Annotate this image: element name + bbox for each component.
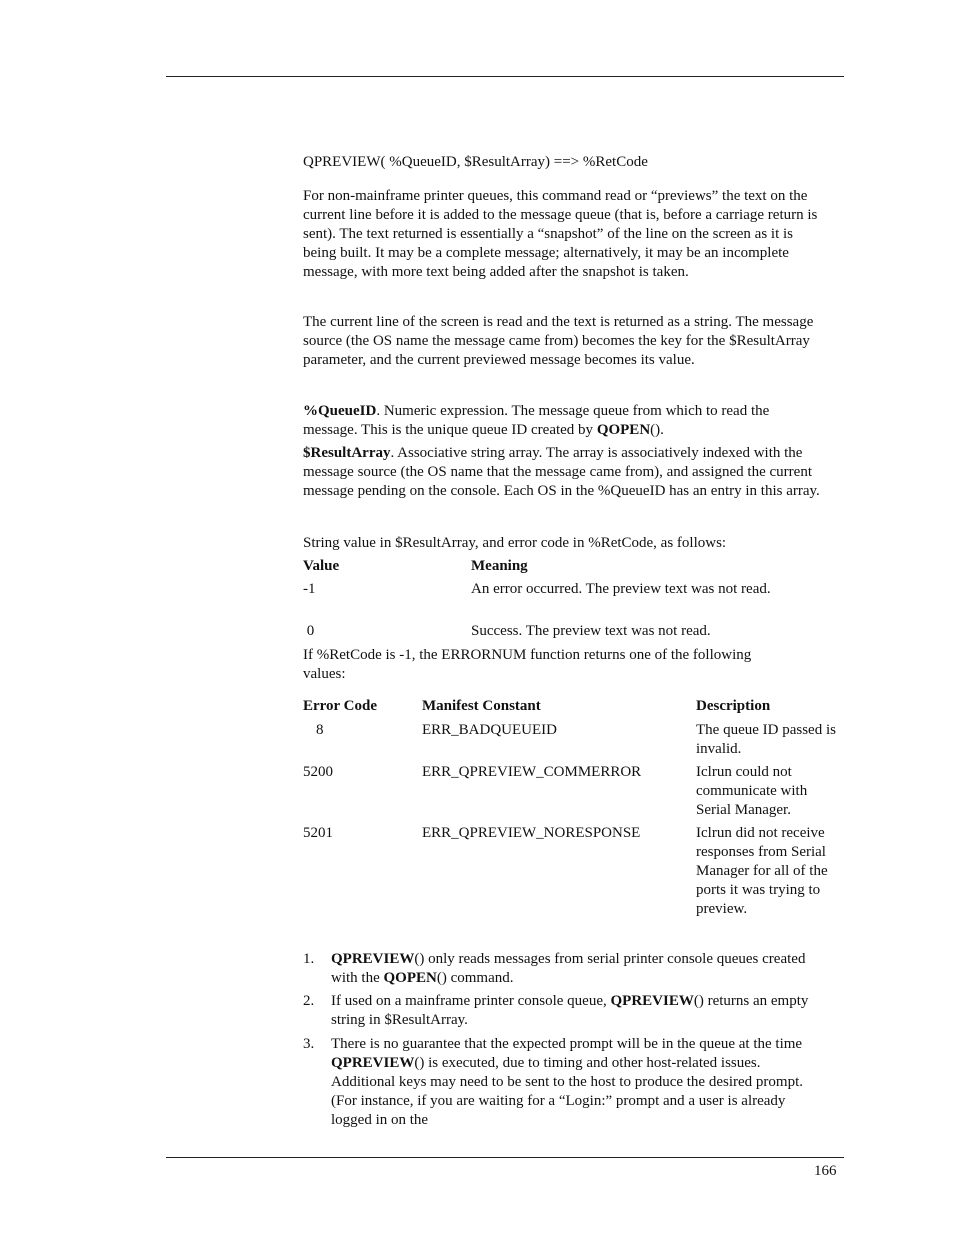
note-number: 1. bbox=[303, 951, 315, 967]
param-queueid-ref: QOPEN bbox=[596, 422, 651, 438]
param-resultarray-name: $ResultArray bbox=[303, 445, 391, 461]
param-queueid-name: %QueueID bbox=[303, 403, 377, 419]
errors-header-constant: Manifest Constant bbox=[422, 698, 541, 714]
error-description: The queue ID passed is invalid. bbox=[696, 722, 836, 757]
error-description: Iclrun could not communicate with Serial Manager. bbox=[696, 764, 808, 818]
note-text: () command. bbox=[436, 970, 514, 986]
note-item bbox=[331, 992, 823, 1030]
returns-row-value: 0 bbox=[303, 623, 315, 639]
note-item bbox=[331, 950, 823, 988]
note-keyword: QPREVIEW bbox=[610, 993, 694, 1009]
note-text: There is no guarantee that the expected prompt will be in the queue at the time bbox=[331, 1036, 803, 1052]
description-paragraph-1: For non-mainframe printer queues, this command read or “previews” the text on the current line before it is added to the message queue (that is, before a carriage return is sent). The text returned is essentially a “snapshot” of the line on the screen as it is being built. It may be a complete message; alternatively, it may be an incomplete message, with more text being added after the snapshot is taken. bbox=[303, 188, 818, 280]
error-code: 5201 bbox=[303, 825, 333, 841]
note-number: 3. bbox=[303, 1036, 315, 1052]
note-keyword: QPREVIEW bbox=[331, 1055, 415, 1071]
note-keyword: QOPEN bbox=[383, 970, 437, 986]
returns-row-meaning: Success. The preview text was not read. bbox=[471, 623, 711, 639]
returns-row-value: -1 bbox=[303, 581, 316, 597]
returns-header-meaning: Meaning bbox=[471, 558, 528, 574]
error-code: 8 bbox=[316, 722, 324, 738]
error-description: Iclrun did not receive responses from Serial Manager for all of the ports it was trying to preview. bbox=[696, 825, 828, 917]
param-queueid-text: . Numeric expression. The message queue from which to read the message. This is the unique queue ID created by bbox=[303, 403, 770, 438]
note-text: () is executed, due to timing and other host-related issues. Additional keys may need to be sent to the host to produce the desired prompt. (For instance, if you are waiting for a “Login:” prompt and a user is already logged in on the bbox=[331, 1055, 803, 1128]
returns-intro: String value in $ResultArray, and error code in %RetCode, as follows: bbox=[303, 535, 727, 551]
error-code: 5200 bbox=[303, 764, 333, 780]
description-paragraph-2: The current line of the screen is read and the text is returned as a string. The message source (the OS name the message came from) becomes the key for the $ResultArray parameter, and the current previewed message becomes its value. bbox=[303, 314, 814, 368]
note-keyword: QPREVIEW bbox=[331, 951, 415, 967]
footer-rule bbox=[166, 1157, 844, 1158]
returns-header-value: Value bbox=[303, 558, 340, 574]
errors-header-code: Error Code bbox=[303, 698, 378, 714]
note-text: () returns an empty string in $ResultArray. bbox=[331, 993, 809, 1028]
param-resultarray-text: . Associative string array. The array is associatively indexed with the message source (the OS name that the message came from), and assigned the current message pending on the console. Each OS in the %QueueID has an entry in this array. bbox=[303, 445, 820, 499]
page-number: 166 bbox=[814, 1163, 837, 1179]
param-queueid-tail: (). bbox=[650, 422, 664, 438]
param-queueid bbox=[303, 402, 823, 440]
note-number: 2. bbox=[303, 993, 315, 1009]
error-constant: ERR_BADQUEUEID bbox=[422, 722, 557, 738]
param-resultarray bbox=[303, 444, 823, 501]
error-constant: ERR_QPREVIEW_NORESPONSE bbox=[422, 825, 641, 841]
errors-intro: If %RetCode is -1, the ERRORNUM function returns one of the following values: bbox=[303, 647, 752, 682]
error-constant: ERR_QPREVIEW_COMMERROR bbox=[422, 764, 642, 780]
returns-row-meaning: An error occurred. The preview text was not read. bbox=[471, 581, 771, 597]
errors-header-description: Description bbox=[696, 698, 771, 714]
note-text: () only reads messages from serial printer console queues created with the bbox=[331, 951, 806, 986]
syntax-line: QPREVIEW( %QueueID, $ResultArray) ==> %RetCode bbox=[303, 154, 648, 170]
header-rule bbox=[166, 76, 844, 77]
note-item bbox=[331, 1035, 823, 1130]
note-text: If used on a mainframe printer console queue, bbox=[331, 993, 611, 1009]
